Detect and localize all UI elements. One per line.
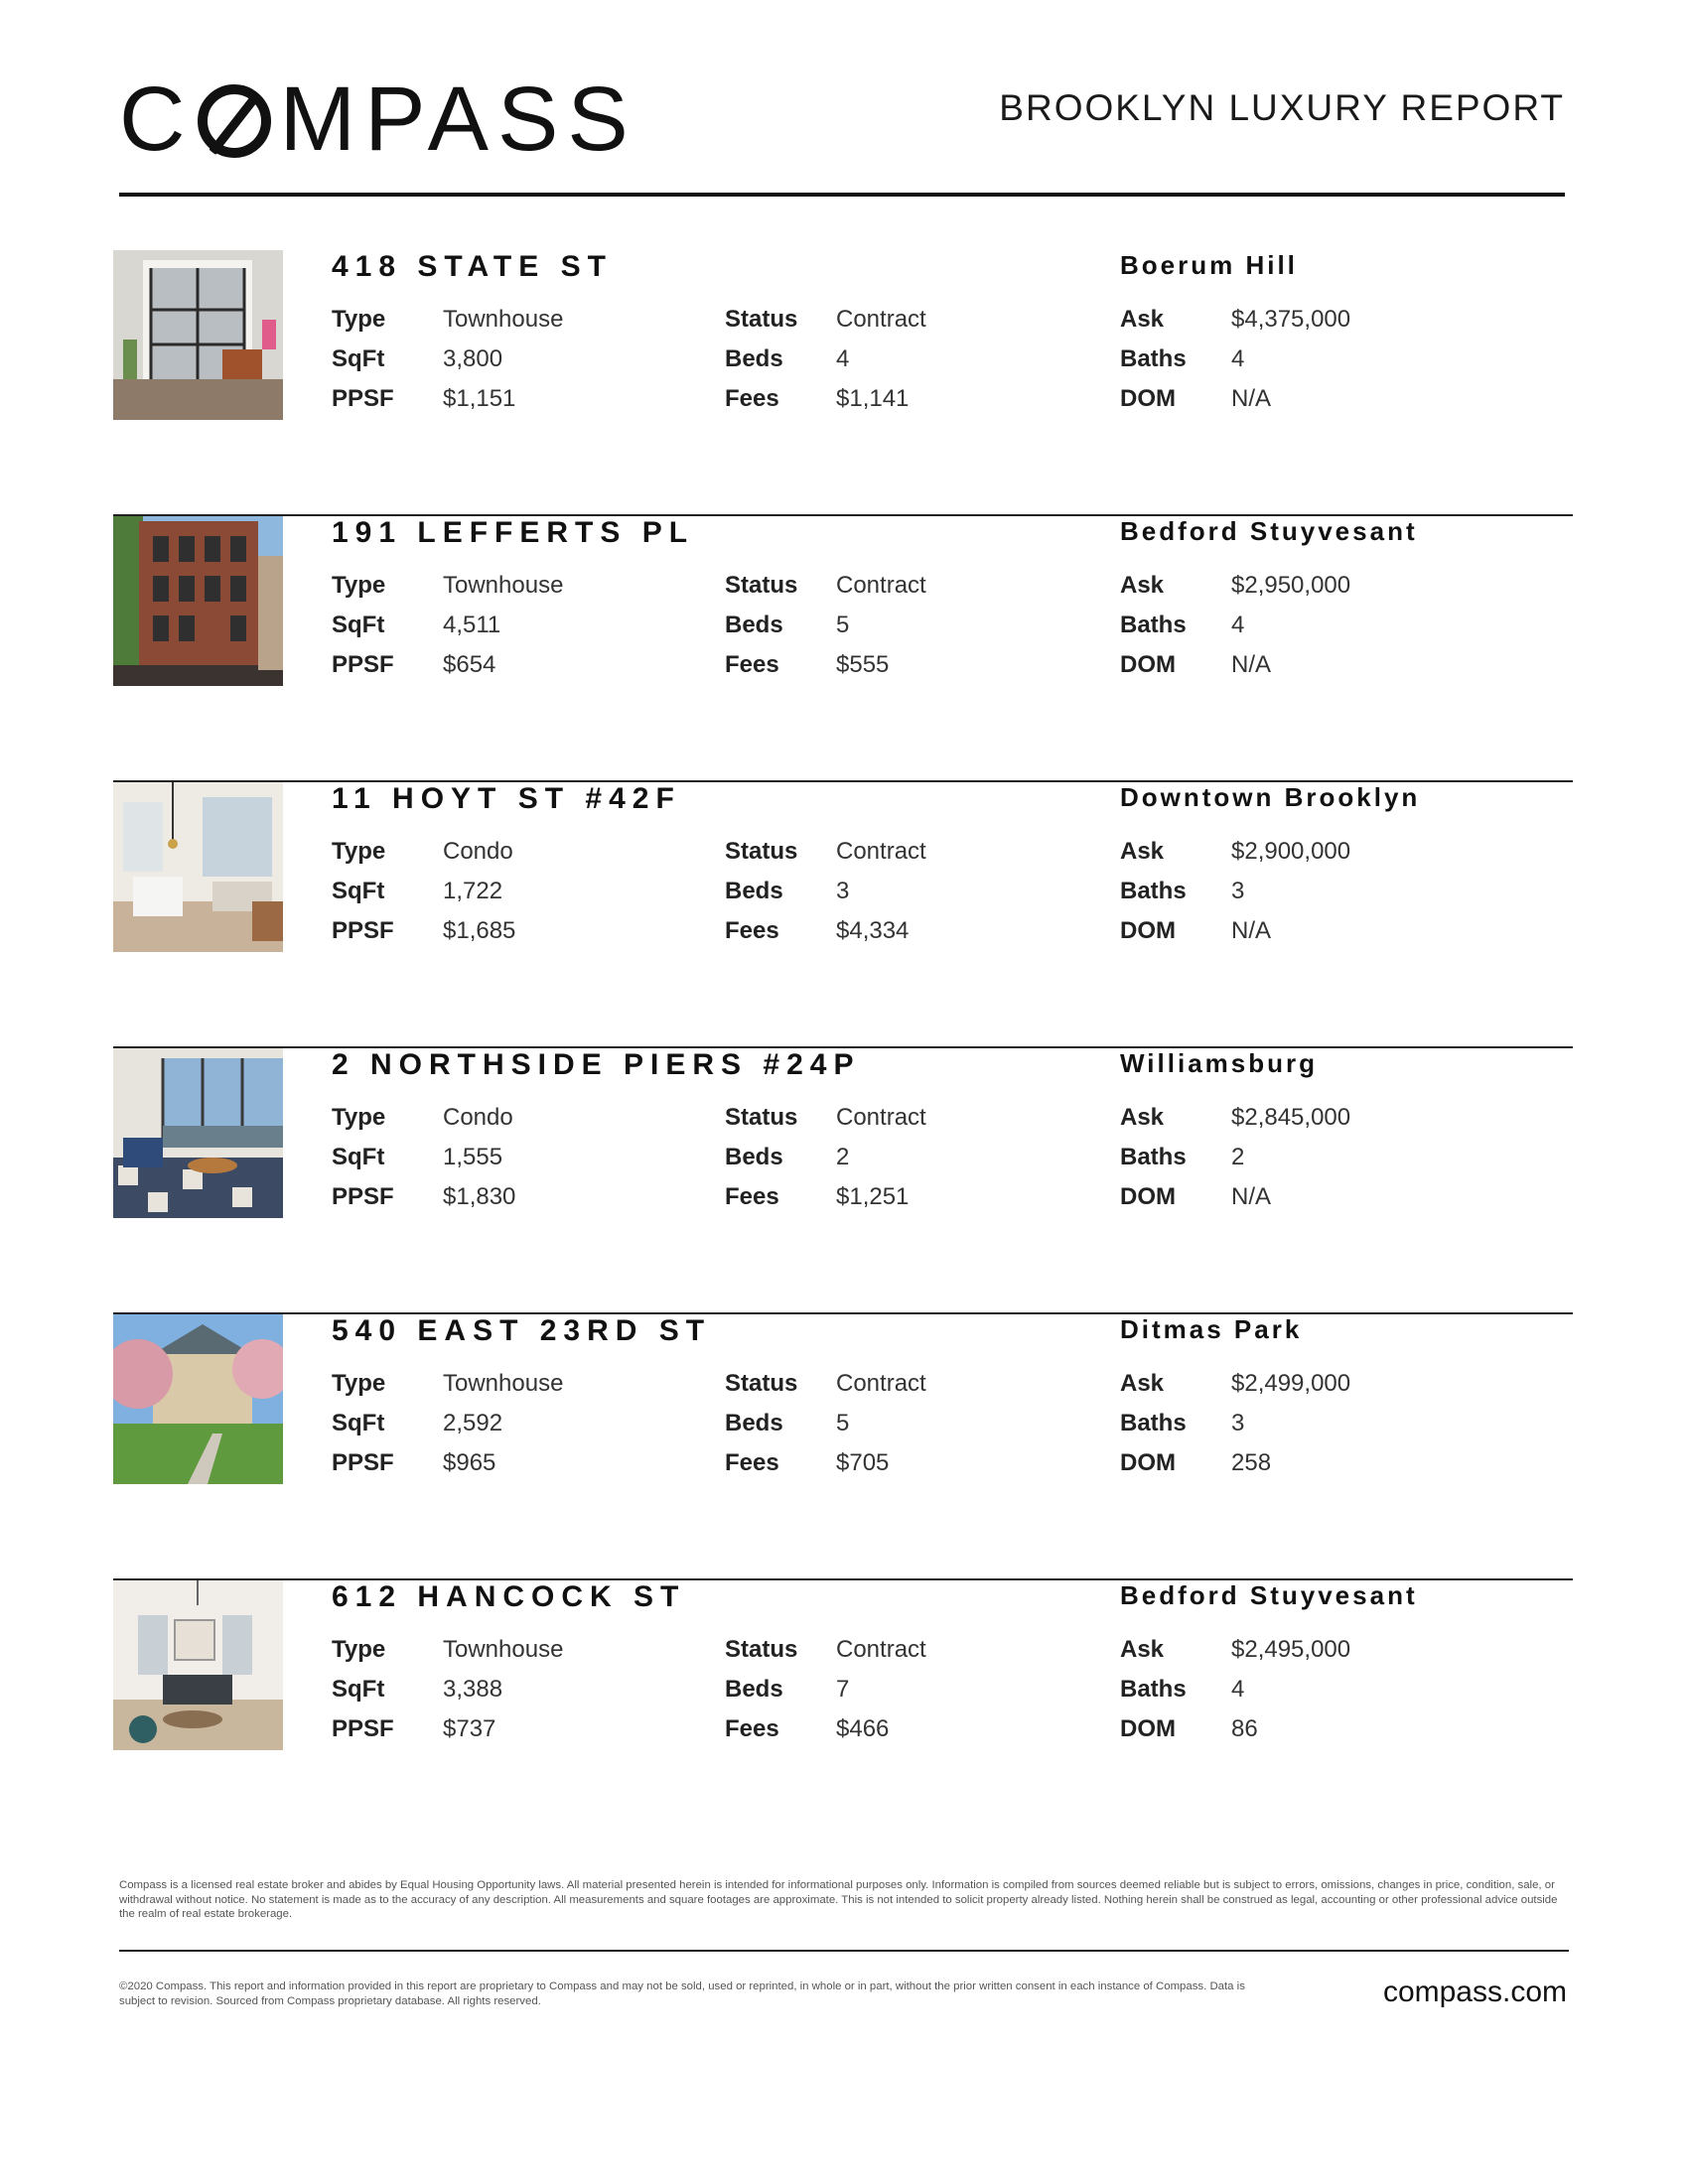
ppsf-label: PPSF — [332, 385, 394, 412]
type-label: Type — [332, 1370, 386, 1397]
status-label: Status — [725, 1104, 798, 1131]
status-label: Status — [725, 1636, 798, 1663]
type-label: Type — [332, 306, 386, 333]
ask-label: Ask — [1120, 1104, 1165, 1131]
sqft-label: SqFt — [332, 1676, 385, 1703]
baths-label: Baths — [1120, 878, 1187, 904]
ppsf-value: $1,685 — [443, 917, 516, 944]
dom-label: DOM — [1120, 1183, 1176, 1210]
fees-value: $555 — [836, 651, 890, 678]
type-value: Townhouse — [443, 572, 564, 599]
ask-value: $2,845,000 — [1231, 1104, 1351, 1131]
listing-item — [113, 516, 1573, 782]
baths-label: Baths — [1120, 1676, 1187, 1703]
dom-label: DOM — [1120, 1715, 1176, 1742]
listing-item — [113, 1580, 1573, 1846]
beds-value: 7 — [836, 1676, 850, 1703]
listing-address: 2 NORTHSIDE PIERS #24P — [332, 1048, 861, 1081]
website-link[interactable]: compass.com — [1382, 1976, 1567, 2008]
dom-value: N/A — [1231, 385, 1272, 412]
status-label: Status — [725, 572, 798, 599]
listing-photo — [113, 1314, 283, 1484]
ppsf-value: $965 — [443, 1449, 496, 1476]
status-value: Contract — [836, 838, 926, 865]
status-value: Contract — [836, 306, 926, 333]
listing-photo — [113, 516, 283, 686]
listing-neighborhood: Downtown Brooklyn — [1120, 782, 1421, 812]
ask-value: $4,375,000 — [1231, 306, 1351, 333]
type-label: Type — [332, 1104, 386, 1131]
ask-value: $2,950,000 — [1231, 572, 1351, 599]
ask-label: Ask — [1120, 1636, 1165, 1663]
dom-label: DOM — [1120, 385, 1176, 412]
sqft-value: 2,592 — [443, 1410, 503, 1436]
listing-address: 11 HOYT ST #42F — [332, 782, 681, 815]
type-label: Type — [332, 572, 386, 599]
footer-divider — [119, 1950, 1569, 1952]
status-value: Contract — [836, 1370, 926, 1397]
report-header — [119, 68, 1565, 170]
ppsf-value: $654 — [443, 651, 496, 678]
listing-item — [113, 250, 1573, 516]
fees-label: Fees — [725, 1449, 779, 1476]
listing-address: 191 LEFFERTS PL — [332, 516, 695, 549]
ppsf-value: $1,830 — [443, 1183, 516, 1210]
sqft-label: SqFt — [332, 1410, 385, 1436]
status-value: Contract — [836, 572, 926, 599]
copyright-notice: ©2020 Compass. This report and information provided in this report are proprietary to Compass and may not be sold, used or reprinted, in whole or in part, without the prior written consent in each instance of Compass. Data is subject to revision. Sourced from Compass proprietary database. All rights reserved. — [119, 1980, 1245, 2007]
status-label: Status — [725, 838, 798, 865]
baths-value: 4 — [1231, 612, 1245, 638]
beds-value: 5 — [836, 1410, 850, 1436]
baths-label: Baths — [1120, 1144, 1187, 1170]
listing-item — [113, 1048, 1573, 1314]
header-divider — [119, 193, 1565, 197]
beds-label: Beds — [725, 612, 783, 638]
sqft-label: SqFt — [332, 612, 385, 638]
beds-label: Beds — [725, 1410, 783, 1436]
ask-label: Ask — [1120, 1370, 1165, 1397]
fees-value: $1,141 — [836, 385, 910, 412]
sqft-value: 3,388 — [443, 1676, 503, 1703]
listing-item — [113, 782, 1573, 1048]
beds-value: 4 — [836, 345, 850, 372]
ppsf-label: PPSF — [332, 1449, 394, 1476]
ppsf-value: $1,151 — [443, 385, 516, 412]
baths-label: Baths — [1120, 345, 1187, 372]
status-label: Status — [725, 1370, 798, 1397]
beds-value: 5 — [836, 612, 850, 638]
listing-neighborhood: Bedford Stuyvesant — [1120, 1580, 1418, 1610]
compass-logo-o-icon — [198, 84, 271, 158]
sqft-value: 4,511 — [443, 612, 501, 638]
status-value: Contract — [836, 1636, 926, 1663]
beds-label: Beds — [725, 1144, 783, 1170]
baths-value: 3 — [1231, 878, 1245, 904]
listing-address: 612 HANCOCK ST — [332, 1580, 686, 1613]
ask-value: $2,900,000 — [1231, 838, 1351, 865]
ask-label: Ask — [1120, 306, 1165, 333]
status-label: Status — [725, 306, 798, 333]
fees-label: Fees — [725, 1715, 779, 1742]
fees-value: $1,251 — [836, 1183, 910, 1210]
ppsf-label: PPSF — [332, 1183, 394, 1210]
beds-label: Beds — [725, 345, 783, 372]
beds-value: 2 — [836, 1144, 850, 1170]
fees-value: $466 — [836, 1715, 890, 1742]
fees-label: Fees — [725, 385, 779, 412]
dom-label: DOM — [1120, 1449, 1176, 1476]
ask-label: Ask — [1120, 838, 1165, 865]
type-value: Condo — [443, 838, 513, 865]
listing-neighborhood: Boerum Hill — [1120, 250, 1298, 280]
type-label: Type — [332, 1636, 386, 1663]
type-value: Townhouse — [443, 1636, 564, 1663]
listing-neighborhood: Bedford Stuyvesant — [1120, 516, 1418, 546]
baths-value: 4 — [1231, 1676, 1245, 1703]
baths-label: Baths — [1120, 1410, 1187, 1436]
ppsf-label: PPSF — [332, 651, 394, 678]
sqft-value: 3,800 — [443, 345, 503, 372]
legal-disclaimer: Compass is a licensed real estate broker and abides by Equal Housing Opportunity laws. All material presented herein is intended for informational purposes only. Information is compiled from sources deemed reliable but is subject to errors, omissions, changes in price, condition, sale, or withdrawal without notice. No statement is made as to the accuracy of any description. All measurements and square footages are approximate. This is not intended to solicit property already listed. Nothing herein shall be construed as legal, accounting or other professional advice outside the realm of real estate brokerage. — [119, 1879, 1558, 1920]
sqft-label: SqFt — [332, 878, 385, 904]
beds-value: 3 — [836, 878, 850, 904]
listing-neighborhood: Ditmas Park — [1120, 1314, 1303, 1344]
ask-value: $2,499,000 — [1231, 1370, 1351, 1397]
beds-label: Beds — [725, 878, 783, 904]
baths-value: 3 — [1231, 1410, 1245, 1436]
beds-label: Beds — [725, 1676, 783, 1703]
sqft-label: SqFt — [332, 1144, 385, 1170]
listing-address: 418 STATE ST — [332, 250, 613, 283]
type-label: Type — [332, 838, 386, 865]
dom-label: DOM — [1120, 651, 1176, 678]
listing-photo — [113, 1580, 283, 1750]
listing-photo — [113, 1048, 283, 1218]
dom-value: 258 — [1231, 1449, 1272, 1476]
compass-logo: C MPASS — [119, 68, 637, 170]
baths-value: 4 — [1231, 345, 1245, 372]
type-value: Townhouse — [443, 306, 564, 333]
ppsf-label: PPSF — [332, 917, 394, 944]
fees-label: Fees — [725, 1183, 779, 1210]
dom-value: N/A — [1231, 917, 1272, 944]
ask-value: $2,495,000 — [1231, 1636, 1351, 1663]
listing-photo — [113, 782, 283, 952]
baths-value: 2 — [1231, 1144, 1245, 1170]
sqft-label: SqFt — [332, 345, 385, 372]
listing-neighborhood: Williamsburg — [1120, 1048, 1319, 1078]
fees-value: $4,334 — [836, 917, 910, 944]
dom-value: 86 — [1231, 1715, 1258, 1742]
report-title: BROOKLYN LUXURY REPORT — [999, 87, 1565, 128]
type-value: Condo — [443, 1104, 513, 1131]
dom-label: DOM — [1120, 917, 1176, 944]
ppsf-value: $737 — [443, 1715, 496, 1742]
ask-label: Ask — [1120, 572, 1165, 599]
listing-item — [113, 1314, 1573, 1580]
fees-label: Fees — [725, 651, 779, 678]
fees-value: $705 — [836, 1449, 890, 1476]
sqft-value: 1,722 — [443, 878, 503, 904]
dom-value: N/A — [1231, 651, 1272, 678]
listing-photo — [113, 250, 283, 420]
ppsf-label: PPSF — [332, 1715, 394, 1742]
listing-address: 540 EAST 23RD ST — [332, 1314, 712, 1347]
baths-label: Baths — [1120, 612, 1187, 638]
sqft-value: 1,555 — [443, 1144, 503, 1170]
fees-label: Fees — [725, 917, 779, 944]
type-value: Townhouse — [443, 1370, 564, 1397]
dom-value: N/A — [1231, 1183, 1272, 1210]
status-value: Contract — [836, 1104, 926, 1131]
